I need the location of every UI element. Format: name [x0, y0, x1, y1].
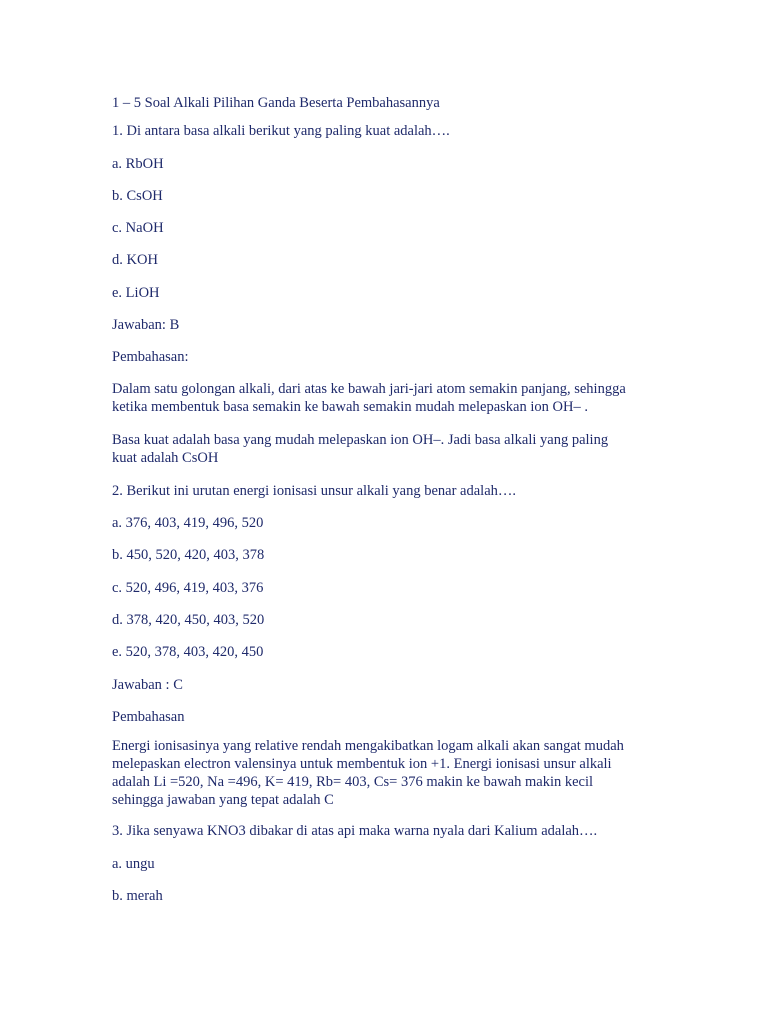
q2-discussion-label: Pembahasan	[112, 709, 185, 725]
q1-option-b: b. CsOH	[112, 188, 163, 204]
question-3: 3. Jika senyawa KNO3 dibakar di atas api maka warna nyala dari Kalium adalah….	[112, 823, 598, 839]
q2-discussion-paragraph	[112, 737, 652, 809]
paragraph-line: ketika membentuk basa semakin ke bawah semakin mudah melepaskan ion OH– .	[112, 399, 588, 415]
q2-option-d: d. 378, 420, 450, 403, 520	[112, 612, 265, 628]
document-title: 1 – 5 Soal Alkali Pilihan Ganda Beserta Pembahasannya	[112, 95, 440, 111]
q1-option-c: c. NaOH	[112, 220, 164, 236]
q2-answer: Jawaban : C	[112, 677, 183, 693]
paragraph-line: Dalam satu golongan alkali, dari atas ke bawah jari-jari atom semakin panjang, sehingga	[112, 381, 626, 397]
paragraph-line: sehingga jawaban yang tepat adalah C	[112, 792, 334, 808]
paragraph-line: Basa kuat adalah basa yang mudah melepaskan ion OH–. Jadi basa alkali yang paling	[112, 432, 609, 448]
q1-option-a: a. RbOH	[112, 156, 164, 172]
q1-discussion-paragraph-1	[112, 380, 652, 416]
q1-discussion-paragraph-2	[112, 431, 652, 467]
q1-answer: Jawaban: B	[112, 317, 180, 333]
question-2: 2. Berikut ini urutan energi ionisasi unsur alkali yang benar adalah….	[112, 483, 517, 499]
paragraph-line: adalah Li =520, Na =496, K= 419, Rb= 403, Cs= 376 makin ke bawah makin kecil	[112, 774, 594, 790]
q2-option-c: c. 520, 496, 419, 403, 376	[112, 580, 264, 596]
q2-option-e: e. 520, 378, 403, 420, 450	[112, 644, 264, 660]
q3-option-b: b. merah	[112, 888, 163, 904]
q2-option-b: b. 450, 520, 420, 403, 378	[112, 547, 265, 563]
paragraph-line: kuat adalah CsOH	[112, 450, 219, 466]
q1-discussion-label: Pembahasan:	[112, 349, 189, 365]
question-1: 1. Di antara basa alkali berikut yang paling kuat adalah….	[112, 123, 450, 139]
paragraph-line: melepaskan electron valensinya untuk membentuk ion +1. Energi ionisasi unsur alkali	[112, 756, 612, 772]
q1-option-e: e. LiOH	[112, 285, 160, 301]
q2-option-a: a. 376, 403, 419, 496, 520	[112, 515, 264, 531]
paragraph-line: Energi ionisasinya yang relative rendah mengakibatkan logam alkali akan sangat mudah	[112, 738, 624, 754]
q3-option-a: a. ungu	[112, 856, 155, 872]
q1-option-d: d. KOH	[112, 252, 158, 268]
